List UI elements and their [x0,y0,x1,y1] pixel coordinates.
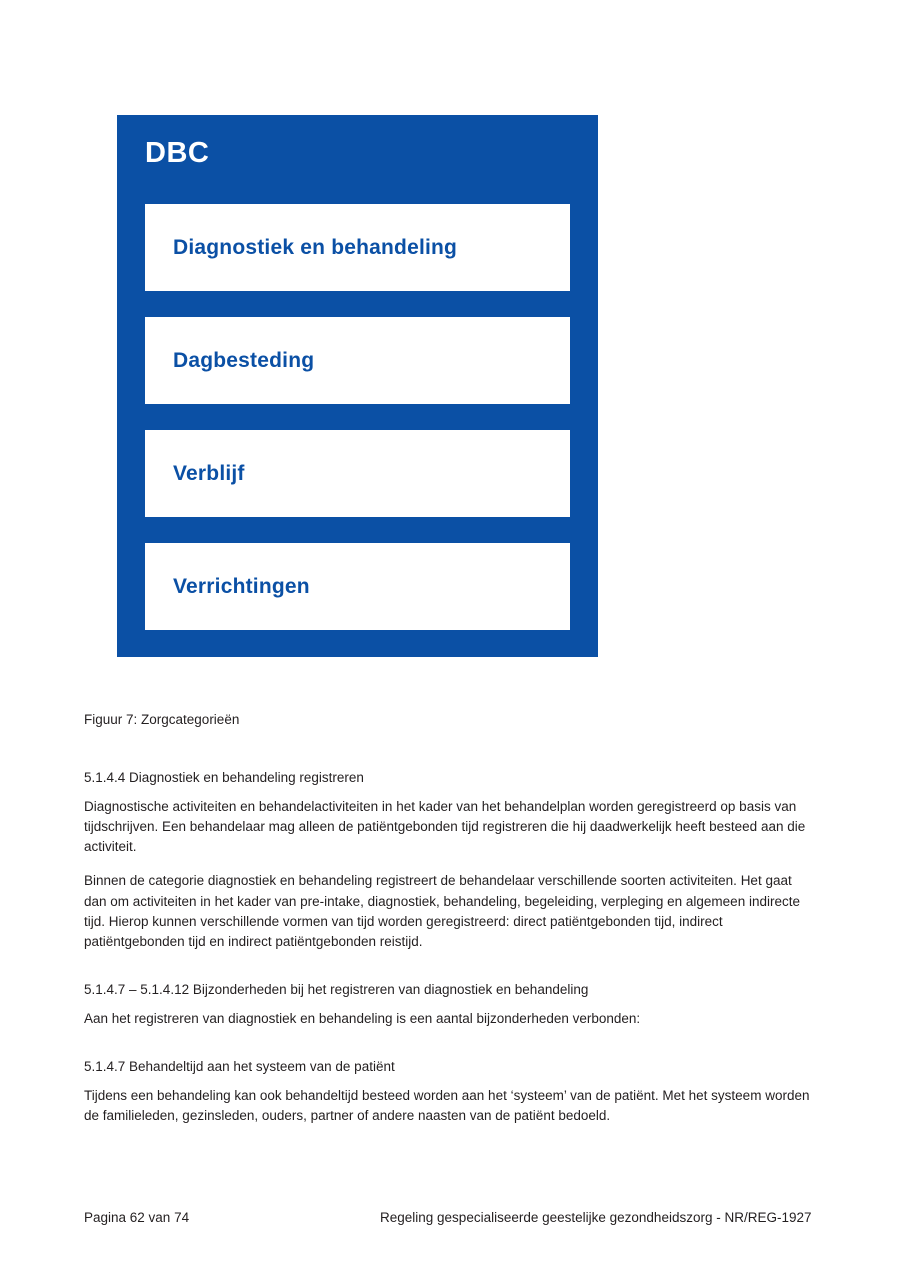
section-paragraph: Aan het registreren van diagnostiek en behandeling is een aantal bijzonderheden verbonden: [84,1010,641,1026]
footer-document-title: Regeling gespecialiseerde geestelijke gezondheidszorg - NR/REG-1927 [380,1210,812,1225]
section-heading-5-1-4-7-12: 5.1.4.7 – 5.1.4.12 Bijzonderheden bij het registreren van diagnostiek en behandeling [84,982,589,998]
figure-box-verblijf [145,430,570,517]
figure-box-diagnostiek-en-behandeling [145,204,570,291]
figure-box-label: Verrichtingen [173,574,310,598]
page-footer [0,1210,900,1234]
figure-title: DBC [145,137,210,169]
section-spacer [84,1043,812,1057]
figure-box-label: Diagnostiek en behandeling [173,235,458,259]
section-paragraph: Tijdens een behandeling kan ook behandeltijd besteed worden aan het ‘systeem’ van de patiënt. Met het systeem worden de familieleden, gezinsleden, ouders, partner of andere naasten van de patiënt bedoeld. [84,1087,810,1123]
section-heading-5-1-4-4: 5.1.4.4 Diagnostiek en behandeling registreren [84,770,364,785]
section-paragraph: Binnen de categorie diagnostiek en behandeling registreert de behandelaar verschillende soorten activiteiten. Het gaat dan om activiteiten in het kader van pre-intake, diagnostiek, behandeling, begeleiding, verpleging en algemeen indirecte tijd. Hierop kunnen verschillende vormen van tijd worden geregistreerd: direct patiëntgebonden tijd, indirect patiëntgebonden tijd en indirect patiëntgebonden reistijd. [84,873,800,950]
section-heading-5-1-4-7: 5.1.4.7 Behandeltijd aan het systeem van de patiënt [84,1059,395,1075]
document-body [84,768,812,1140]
footer-page-number: Pagina 62 van 74 [84,1210,190,1225]
section-spacer [84,966,812,980]
figure-box-label: Dagbesteding [173,348,315,372]
figure-box-label: Verblijf [173,461,245,485]
figure-zorgcategorieen [117,115,598,657]
figure-box-verrichtingen [145,543,570,630]
section-paragraph: Diagnostische activiteiten en behandelactiviteiten in het kader van het behandelplan worden geregistreerd op basis van tijdschrijven. Een behandelaar mag alleen de patiëntgebonden tijd registreren die hij daadwerkelijk heeft besteed aan die activiteit. [84,798,806,855]
figure-caption: Figuur 7: Zorgcategorieën [84,712,240,727]
figure-box-dagbesteding [145,317,570,404]
